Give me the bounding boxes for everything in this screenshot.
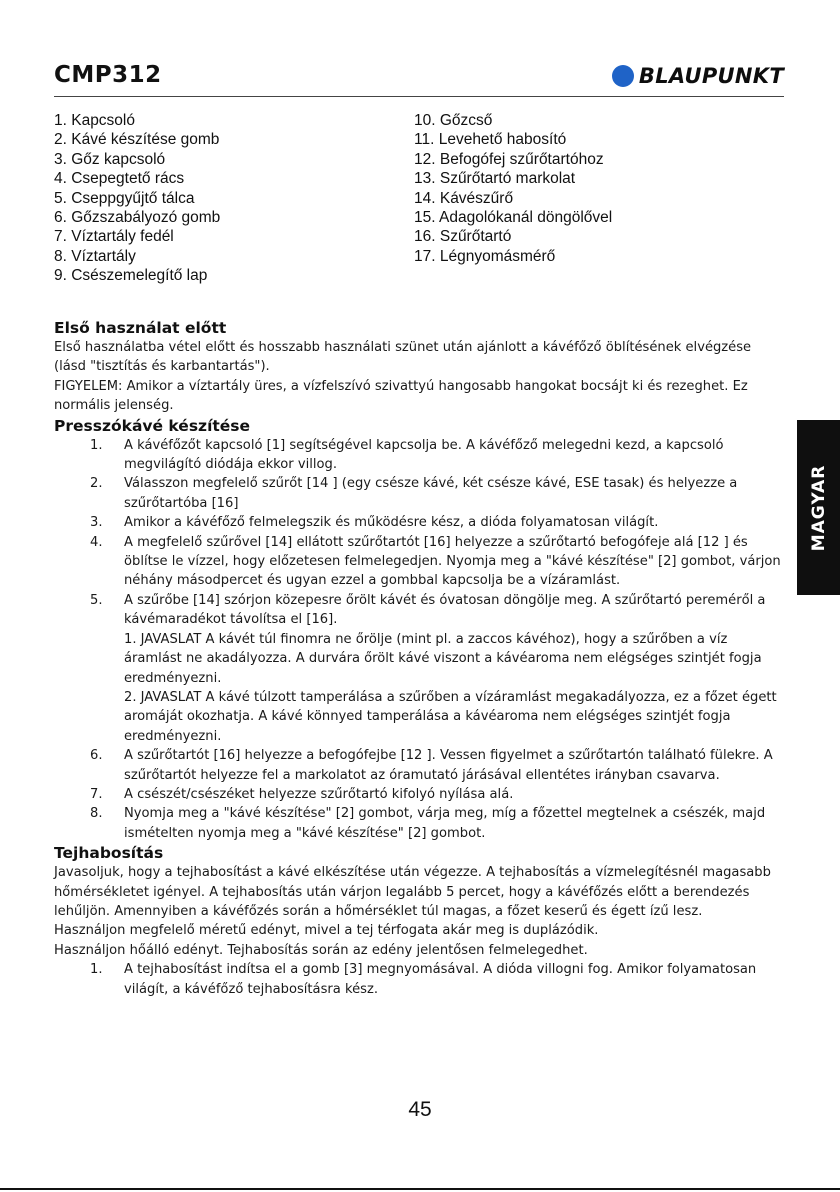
part-item: 3. Gőz kapcsoló: [54, 150, 166, 168]
page-header: [54, 62, 784, 96]
paragraph: Első használatba vétel előtt és hosszabb használati szünet után ajánlott a kávéfőző öblítésének elvégzése (lásd "tisztítás és karbantartás").: [54, 340, 752, 375]
section-title-milk-frothing: Tejhabosítás: [54, 844, 164, 863]
list-item: [54, 804, 786, 843]
part-item: 15. Adagolókanál döngölővel: [414, 209, 613, 227]
step-text: Amikor a kávéfőző felmelegszik és működésre kész, a dióda folyamatosan világít.: [124, 515, 659, 531]
list-item: [54, 960, 786, 999]
parts-list-right: [414, 111, 612, 266]
step-number: 1.: [90, 962, 103, 978]
step-number: 7.: [90, 786, 103, 802]
language-tab: [797, 420, 840, 595]
part-item: 12. Befogófej szűrőtartóhoz: [414, 150, 604, 168]
tip-note-2: 2. JAVASLAT A kávé túlzott tamperálása a szűrőben a vízáramlást megakadályozza, ez a főzet égett aromáját okozhatja. A kávé könnyed tamperálása a kávéaroma nem elégséges szintjét fogja eredményezni.: [124, 689, 777, 744]
step-number: 1.: [90, 437, 103, 453]
model-number: CMP312: [54, 62, 162, 88]
parts-list-left: [54, 111, 220, 286]
step-text: Nyomja meg a "kávé készítése" [2] gombot, várja meg, míg a főzettel megtelnek a csészék, majd ismételten nyomja meg a "kávé készítése" [2] gombot.: [124, 806, 766, 841]
espresso-steps: [54, 436, 786, 630]
section-title-espresso: Presszókávé készítése: [54, 416, 251, 435]
list-item: [54, 533, 786, 591]
part-item: 16. Szűrőtartó: [414, 228, 512, 246]
part-item: 7. Víztartály fedél: [54, 228, 174, 246]
step-text: A szűrőtartót [16] helyezze a befogófejbe [12 ]. Vessen figyelmet a szűrőtartón található fülekre. A szűrőtartót helyezze fel a markolatot az óramutató járásával ellentétes irányban csavarva.: [124, 748, 773, 783]
main-content: [54, 318, 786, 999]
list-item: [54, 746, 786, 785]
list-item: [54, 513, 786, 532]
language-tab-label: MAGYAR: [808, 464, 829, 551]
step-text: Válasszon megfelelő szűrőt [14 ] (egy csésze kávé, két csésze kávé, ESE tasak) és helyezze a szűrőtartóba [16]: [124, 476, 738, 511]
brand-dot-icon: [612, 65, 634, 87]
list-item: [54, 436, 786, 475]
part-item: 9. Csészemelegítő lap: [54, 267, 208, 285]
frothing-steps: [54, 960, 786, 999]
part-item: 10. Gőzcső: [414, 112, 493, 129]
part-item: 17. Légnyomásmérő: [414, 247, 556, 265]
brand-name: BLAUPUNKT: [638, 64, 784, 88]
part-item: 13. Szűrőtartó markolat: [414, 170, 576, 188]
step-text: A szűrőbe [14] szórjon közepesre őrölt kávét és óvatosan döngölje meg. A szűrőtartó pereméről a kávémaradékot távolítsa el [16].: [124, 592, 766, 628]
part-item: 1. Kapcsoló: [54, 112, 135, 129]
step-number: 3.: [90, 515, 103, 531]
part-item: 11. Levehető habosító: [414, 131, 567, 149]
page-number: 45: [408, 1098, 432, 1121]
part-item: 5. Cseppgyűjtő tálca: [54, 189, 195, 207]
step-text: A tejhabosítást indítsa el a gomb [3] megnyomásával. A dióda villogni fog. Amikor folyamatosan világít, a kávéfőző tejhabosításra kész.: [124, 962, 757, 997]
paragraph: Használjon hőálló edényt. Tejhabosítás során az edény jelentősen felmelegedhet.: [54, 942, 588, 958]
part-item: 6. Gőzszabályozó gomb: [54, 209, 221, 227]
list-item: [54, 474, 786, 513]
list-item: [54, 591, 786, 630]
step-number: 2.: [90, 476, 103, 492]
espresso-steps-continued: [54, 746, 786, 843]
step-text: A kávéfőzőt kapcsoló [1] segítségével kapcsolja be. A kávéfőző melegedni kezd, a kapcsoló megvilágító diódája ekkor villog.: [124, 437, 724, 473]
list-item: [54, 785, 786, 804]
paragraph: Használjon megfelelő méretű edényt, mivel a tej térfogata akár meg is duplázódik.: [54, 923, 599, 939]
part-item: 2. Kávé készítése gomb: [54, 131, 220, 149]
tip-note-1: 1. JAVASLAT A kávét túl finomra ne őrölje (mint pl. a zaccos kávéhoz), hogy a szűrőben a víz áramlást ne akadályozza. A durvára őrölt kávé viszont a kávéaroma nem elégséges szintjét fogja eredményezni.: [124, 631, 762, 686]
step-number: 5.: [90, 592, 103, 608]
part-item: 8. Víztartály: [54, 247, 136, 265]
part-item: 14. Kávészűrő: [414, 189, 514, 207]
paragraph: FIGYELEM: Amikor a víztartály üres, a vízfelszívó szivattyú hangosabb hangokat bocsájt ki és rezeghet. Ez normális jelenség.: [54, 378, 748, 414]
footer-divider: [0, 1188, 840, 1190]
brand-logo: [612, 64, 784, 88]
step-text: A megfelelő szűrővel [14] ellátott szűrőtartót [16] helyezze a szűrőtartó befogófeje alá [12 ] és öblítse le vízzel, hogy előzetesen felmelegedjen. Nyomja meg a "kávé készítése" [2] gombot, várjon néhány másodpercet és ugyan ezzel a gombbal kapcsolja be a vízáramlást.: [124, 534, 781, 589]
step-number: 8.: [90, 806, 103, 822]
step-number: 6.: [90, 748, 103, 764]
step-number: 4.: [90, 534, 103, 550]
step-text: A csészét/csészéket helyezze szűrőtartó kifolyó nyílása alá.: [124, 786, 514, 802]
header-divider: [54, 96, 784, 97]
part-item: 4. Csepegtető rács: [54, 170, 185, 188]
section-title-first-use: Első használat előtt: [54, 319, 227, 337]
paragraph: Javasoljuk, hogy a tejhabosítást a kávé elkészítése után végezze. A tejhabosítás a vízmelegítésnél magasabb hőmérsékletet igényel. A tejhabosítás után várjon legalább 5 percet, hogy a kávéfőzés előtt a berendezés lehűljön. Amennyiben a kávéfőzés során a hőmérséklet túl magas, a főzet keserű és égett ízű lesz.: [54, 865, 771, 919]
